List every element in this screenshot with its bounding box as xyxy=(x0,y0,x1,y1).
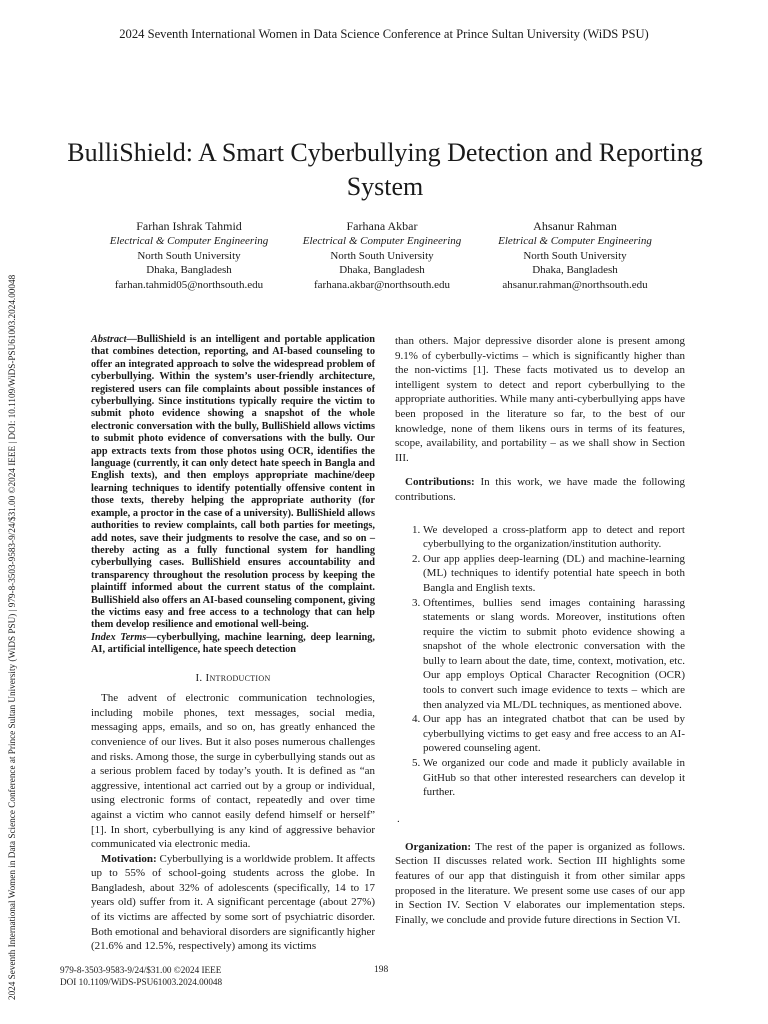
author-org: North South University xyxy=(330,249,434,262)
author-block xyxy=(90,218,690,298)
author-dept: Eletrical & Computer Engineering xyxy=(498,235,652,247)
index-terms-text: —cyberbullying, machine learning, deep learning, AI, artificial intelligence, hate speech detection xyxy=(91,631,375,656)
author-dept: Electrical & Computer Engineering xyxy=(302,235,462,247)
left-column xyxy=(91,334,375,954)
author-city: Dhaka, Bangladesh xyxy=(532,264,618,277)
paper-title: BulliShield: A Smart Cyberbullying Detection and Reporting System xyxy=(67,138,703,201)
author-name: Farhana Akbar xyxy=(346,219,418,233)
abstract xyxy=(91,334,375,632)
author-city: Dhaka, Bangladesh xyxy=(146,264,232,277)
index-terms xyxy=(91,632,375,657)
side-metadata: 2024 Seventh International Women in Data Science Conference at Prince Sultan University (WiDS PSU) | 979-8-3503-9583-9/24/$31.00 ©2024 IEEE | DOI: 10.1109/WiDS-PSU61003.2024.00048 xyxy=(7,274,17,1000)
contributions-text: In this work, we have made the following contributions. xyxy=(395,476,685,503)
author-email: farhan.tahmid05@northsouth.edu xyxy=(114,278,264,291)
organization-label: Organization: xyxy=(405,840,471,853)
list-item: 5. We organized our code and made it publicly available in GitHub so that other interested researchers can develop it further. xyxy=(423,756,685,800)
author-1 xyxy=(79,218,299,292)
page-number: 198 xyxy=(374,965,389,975)
author-city: Dhaka, Bangladesh xyxy=(339,264,425,277)
list-item: 2. Our app applies deep-learning (DL) and machine-learning (ML) techniques to identify potential hate speech in both Bangla and English texts. xyxy=(423,552,685,596)
author-dept: Electrical & Computer Engineering xyxy=(109,235,269,247)
organization-text: The rest of the paper is organized as follows. Section II discusses related work. Section III highlights some features of our app that distinguish it from other similar apps proposed in the literature. We present some use cases of our app in Section IV. Section V elaborates our implementation steps. Finally, we conclude and provide future directions in Section VI. xyxy=(395,840,685,926)
author-org: North South University xyxy=(523,249,627,262)
motivation-paragraph xyxy=(91,852,375,954)
author-email: farhana.akbar@northsouth.edu xyxy=(314,278,450,291)
stray-dot: . xyxy=(397,812,400,825)
conference-header: 2024 Seventh International Women in Data Science Conference at Prince Sultan University (WiDS PSU) xyxy=(119,27,649,41)
section-heading-introduction: I. Introduction xyxy=(195,671,271,684)
list-item: 3. Oftentimes, bullies send images containing harassing statements or slang words. Moreover, institutions often require the victim to submit photo evidence showing a snapshot of the whole electronic conversation with the bully to learn about the date, time, context, motivation, etc. Our app employs Optical Character Recognition (OCR) tools to convert such image evidence to texts – which are then analyzed via ML/DL techniques, as mentioned above. xyxy=(423,596,685,713)
organization-paragraph xyxy=(395,840,685,928)
motivation-text: Cyberbullying is a worldwide problem. It affects up to 55% of school-going students across the globe. In Bangladesh, about 32% of adolescents (specifically, 14 to 17 years old) suffer from it. A significant percentage (about 27%) of its victims are affected by some sort of psychiatric disorder. Both emotional and behavioral disorders are significantly higher (21.6% and 12.5%, respectively) among its victims xyxy=(91,852,375,953)
abstract-label: Abstract xyxy=(91,334,127,345)
abstract-text: —BulliShield is an intelligent and portable application that combines detection, reporting, and AI-based counseling to offer an integrated approach to solve the widespread problem of cyberbullying. Within the system’s user-friendly architecture, registered users can file complaints about possible instances of cyberbullying. Since institutions typically require the victim to submit photo evidence showing a snapshot of the whole electronic conversation with the bully, BulliShield allows victims to submit photo evidence of conversations with the bully. Our app extracts texts from those photos using OCR, identifies the language (currently, it can only detect hate speech in Bangla and English texts), and then employs appropriate machine/deep learning techniques to identify potentially offensive content in those texts, thereby helping the appropriate authority (for example, a proctor in the case of a university). BulliShield allows authorities to review complaints, call both parties for meetings, add notes, save their judgments to resolve the case, and so on – thereby acting as a fully functional system for handling cyberbullying cases. BulliShield ensures accountability and transparency throughout the resolution process by keeping the plaintiff informed about the current status of the complaint. BulliShield also offers an AI-based counseling component, giving the victims easy and free access to a technology that can help them develop resilience and emotional well-being. xyxy=(91,334,375,631)
intro-paragraph: The advent of electronic communication technologies, including mobile phones, text messages, social media, messaging apps, emails, and so on, has greatly enhanced the convenience of our lives. But it also poses numerous challenges and risks. Among those, the surge in cyberbullying stands out as a serious problem faced by today’s youth. It is defined as “an aggressive, intentional act carried out by a group or individual, using electronic forms of contact, repeatedly and over time against a victim who cannot easily defend himself or herself” [1]. In short, cyberbullying is any kind of aggressive behavior communicated via electronic media. xyxy=(91,692,375,851)
contributions-label: Contributions: xyxy=(405,476,475,489)
footer-isbn: 979-8-3503-9583-9/24/$31.00 ©2024 IEEE xyxy=(60,965,222,975)
contributions-list xyxy=(395,523,685,800)
author-name: Farhan Ishrak Tahmid xyxy=(136,219,242,233)
author-email: ahsanur.rahman@northsouth.edu xyxy=(502,278,648,291)
right-column xyxy=(395,334,685,927)
contributions-intro xyxy=(395,475,685,504)
footer-doi: DOI 10.1109/WiDS-PSU61003.2024.00048 xyxy=(60,976,223,987)
footer-copyright xyxy=(60,965,222,988)
motivation-continued: than others. Major depressive disorder alone is present among 9.1% of cyberbully-victims – which is significantly higher than the non-victims [1]. These facts motivated us to develop an intelligent system to detect and report cyberbullying to the appropriate authorities. While many anti-cyberbullying apps have been proposed in the literature so far, to the best of our knowledge, none of them likens ours in terms of its features, scope, availability, and portability – as we shall show in Section III. xyxy=(395,335,685,464)
index-terms-label: Index Terms xyxy=(91,631,147,643)
motivation-label: Motivation: xyxy=(101,852,157,865)
list-item: 4. Our app has an integrated chatbot that can be used by cyberbullying victims to get easy and free access to an AI-powered counseling agent. xyxy=(423,712,685,756)
author-2 xyxy=(272,218,492,292)
author-org: North South University xyxy=(137,249,241,262)
list-item: 1. We developed a cross-platform app to detect and report cyberbullying to the organization/institution authority. xyxy=(423,523,685,552)
author-name: Ahsanur Rahman xyxy=(533,219,617,233)
author-3 xyxy=(465,218,685,292)
